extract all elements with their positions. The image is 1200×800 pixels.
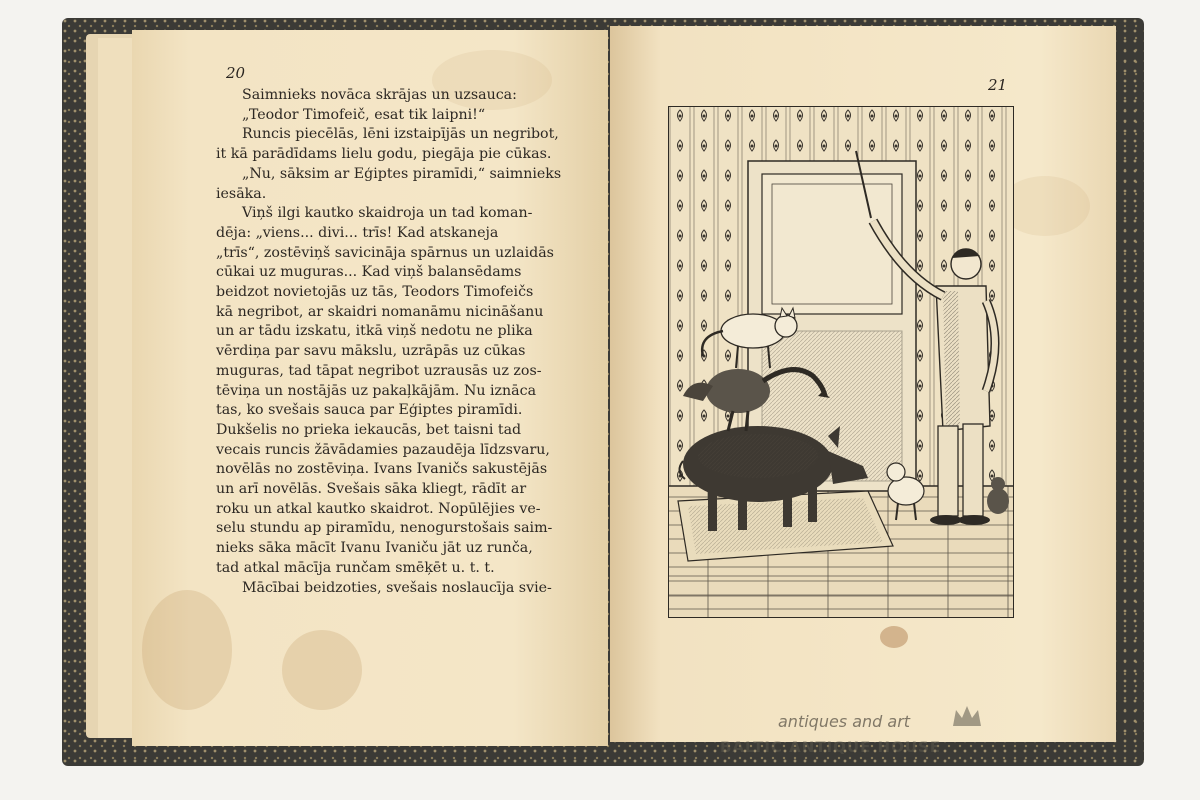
text-line: tas, ko svešais sauca par Eģiptes piramīdi.	[216, 402, 523, 419]
stain	[142, 590, 232, 710]
text-line: dēja: „viens... divi... trīs! Kad atskaneja	[216, 224, 499, 241]
text-line: kā negribot, ar skaidri nomanāmu nicināšanu	[216, 303, 544, 320]
text-line: nieks sāka mācīt Ivanu Ivaniču jāt uz runča,	[216, 540, 533, 557]
page-number-right: 21	[988, 76, 1008, 94]
text-line: vērdiņa par savu mākslu, uzrāpās uz cūkas	[216, 343, 526, 360]
text-line: un arī novēlās. Svešais sāka kliegt, rādīt ar	[216, 481, 527, 498]
text-line: vecais runcis žāvādamies pazaudēja līdzsvaru,	[216, 441, 550, 458]
text-line: tēviņa un nostājās uz pakaļkājām. Nu iznāca	[216, 382, 537, 399]
page-number-left: 20	[226, 64, 246, 82]
text-line: „Nu, sāksim ar Eģiptes piramīdi,“ saimnieks	[242, 165, 562, 182]
text-line: novēlās no zostēviņa. Ivans Ivaničs sakustējās	[216, 461, 548, 478]
engraving-illustration	[668, 106, 1014, 618]
text-line: Runcis piecēlās, lēni izstaipījās un negribot,	[242, 126, 559, 143]
text-line: iesāka.	[216, 185, 267, 202]
text-line: beidzot novietojās uz tās, Teodors Timofeičs	[216, 284, 534, 301]
crown-logo-icon	[950, 704, 984, 730]
text-line: Saimnieks novāca skrājas un uzsauca:	[242, 87, 517, 103]
stain	[282, 630, 362, 710]
text-line: Mācībai beidzoties, svešais noslaucīja svie-	[242, 579, 552, 596]
text-line: it kā parādīdams lielu godu, piegāja pie cūkas.	[216, 146, 552, 163]
text-line: „Teodor Timofeič, esat tik laipni!“	[242, 106, 486, 123]
text-line: roku un atkal kautko skaidrot. Nopūlējies ve-	[216, 500, 541, 517]
text-line: Dukšelis no prieka iekaucās, bet taisni tad	[216, 421, 522, 438]
text-line: cūkai uz muguras... Kad viņš balansēdams	[216, 264, 522, 281]
left-page-text	[216, 86, 566, 598]
text-line: tad atkal mācīja runčam smēķēt u. t. t.	[216, 559, 495, 576]
stain	[880, 626, 908, 648]
text-line: muguras, tad tāpat negribot uzrausās uz zos-	[216, 362, 542, 379]
text-line: Viņš ilgi kautko skaidroja un tad koman-	[242, 205, 533, 222]
text-line: un ar tādu izskatu, itkā viņš nedotu ne plika	[216, 323, 533, 340]
watermark-subtext: BALTIC ANTIQUE HOUSE	[720, 738, 942, 756]
watermark-text: antiques and art	[778, 712, 911, 731]
text-line: selu stundu ap piramīdu, nenogurstošais saim-	[216, 520, 553, 537]
text-line: „trīs“, zostēviņš savicināja spārnus un uzlaidās	[216, 244, 554, 261]
